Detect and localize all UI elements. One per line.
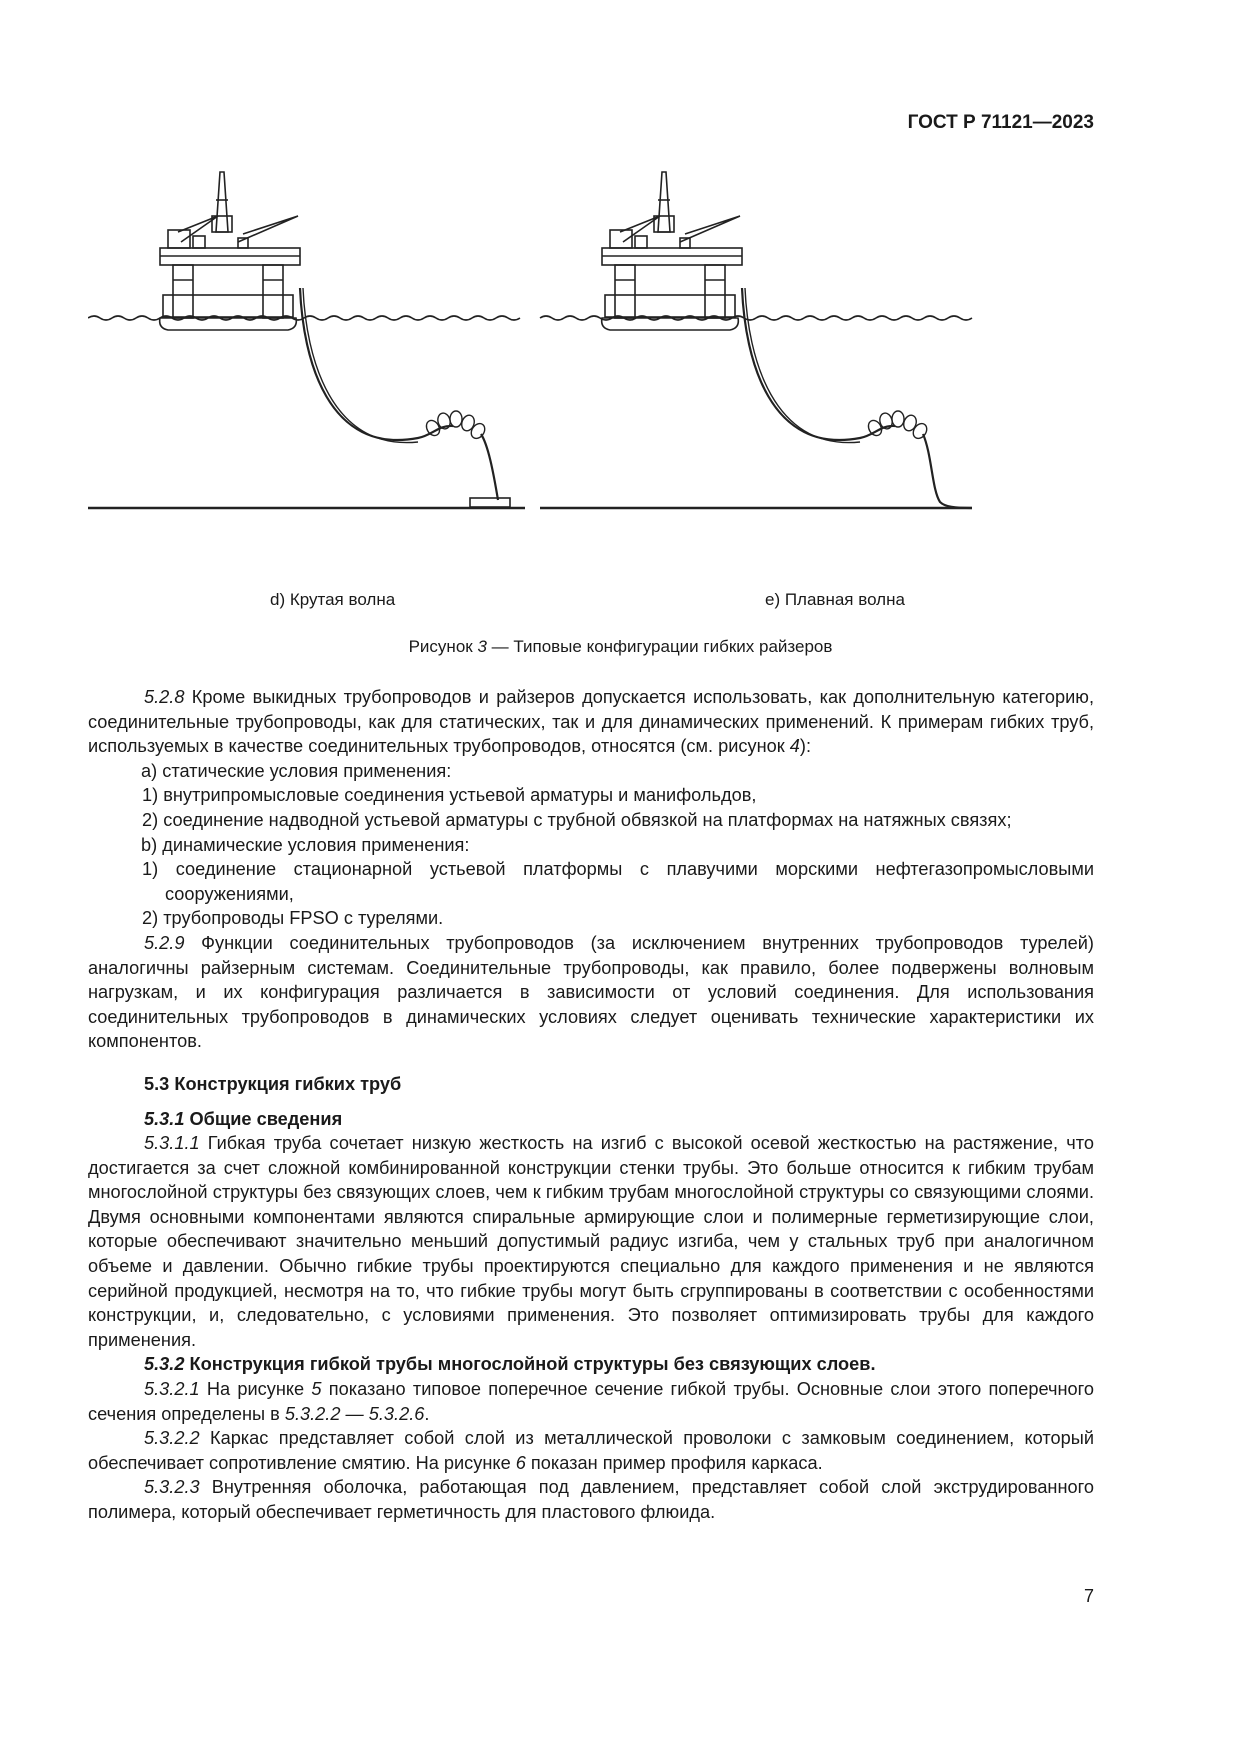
heading-5-3-2: 5.3.2 Конструкция гибкой трубы многослойной структуры без связующих слоев. [144, 1354, 876, 1375]
figure-riser-configurations [88, 170, 1088, 595]
list-item-b2: 2) трубопроводы FPSO с турелями. [142, 908, 444, 929]
paragraph-5-3-2-3: 5.3.2.3 Внутренняя оболочка, работающая под давлением, представляет собой слой экструдированного полимера, который обеспечивает герметичность для пластового флюида. [88, 1477, 1094, 1522]
column-left [173, 265, 193, 318]
diagram-lazy-wave [540, 172, 972, 508]
derrick [658, 172, 670, 232]
list-item-a2: 2) соединение надводной устьевой арматуры с трубной обвязкой на платформах на натяжных связях; [142, 809, 1012, 830]
page-number: 7 [1083, 1586, 1094, 1606]
riser-diagrams [88, 170, 1088, 595]
crane-right [238, 216, 298, 242]
paragraph-5-2-8: 5.2.8 Кроме выкидных трубопроводов и райзеров допускается использовать, как дополнительную категорию, соединительные трубопроводы, как для статических, так и для динамических применений. К примерам гибких труб, используемых в качестве соединительных трубопроводов, относятся (см. рисунок 4): [88, 687, 1094, 757]
list-item-a1: 1) внутрипромысловые соединения устьевой арматуры и манифольдов, [142, 785, 757, 806]
document-body [88, 685, 1094, 1525]
paragraph-5-2-9: 5.2.9 Функции соединительных трубопроводов (за исключением внутренних трубопроводов турелей) аналогичны райзерным системам. Соединительные трубопроводы, как правило, более подвержены волновым нагрузкам, и их конфигурация различается в зависимости от условий соединения. Для использования соединительных трубопроводов в динамических условиях следует оценивать технические характеристики их компонентов. [88, 932, 1094, 1052]
pontoon-base [602, 318, 739, 330]
column-right [705, 265, 725, 318]
crane-right [680, 216, 740, 242]
water-line [88, 316, 520, 320]
pontoon [163, 295, 293, 317]
paragraph-5-3-2-1: 5.3.2.1 На рисунке 5 показано типовое поперечное сечение гибкой трубы. Основные слои этого поперечного сечения определены в 5.3.2.2 — 5.3.2.6. [88, 1379, 1094, 1424]
document-id: ГОСТ Р 71121—2023 [907, 112, 1094, 133]
deck-box [168, 230, 190, 248]
riser-left [300, 288, 453, 440]
caption-lazy-wave: e) Плавная волна [765, 590, 905, 609]
list-item-b: b) динамические условия применения: [141, 834, 470, 855]
deck-box [610, 230, 632, 248]
column-right [263, 265, 283, 318]
buoyancy-modules [424, 411, 488, 441]
figure-title: Рисунок 3 — Типовые конфигурации гибких райзеров [408, 637, 833, 656]
pontoon [605, 295, 735, 317]
buoyancy-modules [866, 411, 930, 441]
subsea-base [470, 498, 510, 507]
diagram-steep-wave [88, 172, 525, 508]
list-item-b1: 1) соединение стационарной устьевой платформы с плавучими морскими нефтегазопромысловыми сооружениями, [142, 859, 1094, 904]
paragraph-5-3-2-2: 5.3.2.2 Каркас представляет собой слой из металлической проволоки с замковым соединением, который обеспечивает сопротивление смятию. На рисунке 6 показан пример профиля каркаса. [88, 1428, 1094, 1473]
column-left [615, 265, 635, 318]
heading-5-3: 5.3 Конструкция гибких труб [144, 1073, 402, 1094]
caption-steep-wave: d) Крутая волна [270, 590, 396, 609]
list-item-a: а) статические условия применения: [141, 760, 452, 781]
derrick [216, 172, 228, 232]
riser-right [742, 288, 895, 440]
paragraph-5-3-1-1: 5.3.1.1 Гибкая труба сочетает низкую жесткость на изгиб с высокой осевой жесткостью на растяжение, что достигается за счет сложной комбинированной конструкции стенки трубы. Это больше относится к гибким трубам многослойной структуры без связующих слоев, чем к гибким трубам многослойной структуры со связующими слоями. Двумя основными компонентами являются спиральные армирующие слои и полимерные герметизирующие слои, которые обеспечивают значительно меньший допустимый радиус изгиба, чем у стальных труб при аналогичном объеме и давлении. Обычно гибкие трубы проектируются специально для каждого применения и не являются серийной продукцией, несмотря на то, что гибкие трубы могут быть сгруппированы в соответствии с особенностями конструкции, и, следовательно, с условиями применения. Это позволяет оптимизировать трубы для каждого применения. [88, 1133, 1094, 1350]
heading-5-3-1: 5.3.1 Общие сведения [144, 1108, 343, 1129]
